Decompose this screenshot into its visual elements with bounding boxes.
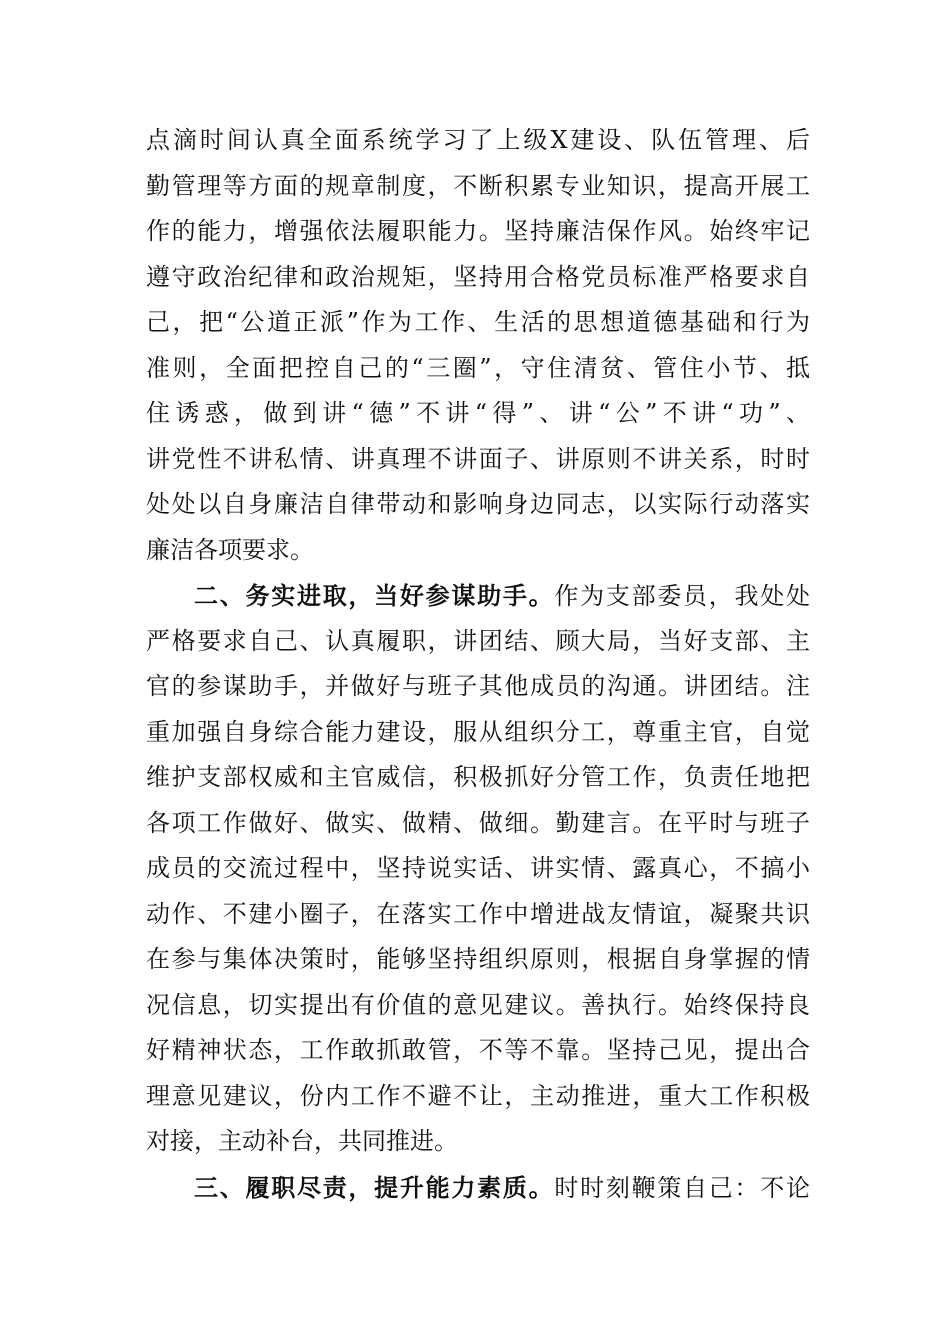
text-line [146, 528, 810, 574]
line-text: 成员的交流过程中，坚持说实话、讲实情、露真心，不搞小 [146, 854, 810, 882]
text-line [146, 118, 810, 164]
text-line [146, 937, 810, 983]
text-line [146, 983, 810, 1029]
text-line [146, 391, 810, 437]
line-text: 在参与集体决策时，能够坚持组织原则，根据自身掌握的情 [146, 945, 810, 973]
line-text: 严格要求自己、认真履职，讲团结、顾大局，当好支部、主 [146, 626, 810, 655]
line-text: 住诱惑，做到讲“德”不讲“得”、讲“公”不讲“功”、 [146, 399, 810, 427]
line-text: 况信息，切实提出有价值的意见建议。善执行。始终保持良 [146, 990, 810, 1019]
line-text: 维护支部权威和主官威信，积极抓好分管工作，负责任地把 [146, 763, 810, 791]
section-heading: 二、务实进取，当好参谋助手。 [194, 581, 555, 610]
text-line [146, 255, 810, 301]
line-text: 勤管理等方面的规章制度，不断积累专业知识，提高开展工 [146, 171, 810, 200]
text-line [146, 1165, 810, 1211]
text-line [146, 619, 810, 665]
line-text: 时时刻鞭策自己：不论 [554, 1173, 811, 1202]
text-line [146, 164, 810, 210]
text-line [146, 892, 810, 938]
text-line [146, 346, 810, 392]
text-line [146, 1119, 810, 1165]
line-text: 廉洁各项要求。 [146, 535, 314, 564]
text-line [146, 482, 810, 528]
line-text: 讲党性不讲私情、讲真理不讲面子、讲原则不讲关系，时时 [146, 444, 810, 473]
text-line [146, 801, 810, 847]
text-line [146, 664, 810, 710]
line-text: 好精神状态，工作敢抓敢管，不等不靠。坚持己见，提出合 [146, 1036, 810, 1064]
text-line [146, 573, 810, 619]
text-line [146, 209, 810, 255]
text-line [146, 300, 810, 346]
line-text: 己，把“公道正派”作为工作、生活的思想道德基础和行为 [146, 308, 810, 336]
line-text: 理意见建议，份内工作不避不让，主动推进，重大工作积极 [146, 1081, 810, 1110]
text-line [146, 1074, 810, 1120]
line-text: 作为支部委员，我处处 [554, 582, 811, 610]
body-text [146, 118, 810, 1210]
line-text: 各项工作做好、做实、做精、做细。勤建言。在平时与班子 [146, 808, 810, 837]
line-text: 作的能力，增强依法履职能力。坚持廉洁保作风。始终牢记 [146, 217, 810, 245]
line-text: 准则，全面把控自己的“三圈”，守住清贫、管住小节、抵 [146, 353, 810, 382]
line-text: 重加强自身综合能力建设，服从组织分工，尊重主官，自觉 [146, 717, 810, 746]
section-heading: 三、履职尽责，提升能力素质。 [194, 1172, 555, 1202]
text-line [146, 755, 810, 801]
line-text: 动作、不建小圈子，在落实工作中增进战友情谊，凝聚共识 [146, 899, 810, 928]
line-text: 处处以自身廉洁自律带动和影响身边同志，以实际行动落实 [146, 490, 810, 518]
line-text: 遵守政治纪律和政治规矩，坚持用合格党员标准严格要求自 [146, 262, 810, 291]
line-text: 对接，主动补台，共同推进。 [146, 1127, 458, 1155]
line-text: 点滴时间认真全面系统学习了上级X建设、队伍管理、后 [146, 126, 810, 154]
line-text: 官的参谋助手，并做好与班子其他成员的沟通。讲团结。注 [146, 672, 810, 700]
text-line [146, 710, 810, 756]
text-line [146, 846, 810, 892]
text-line [146, 1028, 810, 1074]
text-line [146, 437, 810, 483]
